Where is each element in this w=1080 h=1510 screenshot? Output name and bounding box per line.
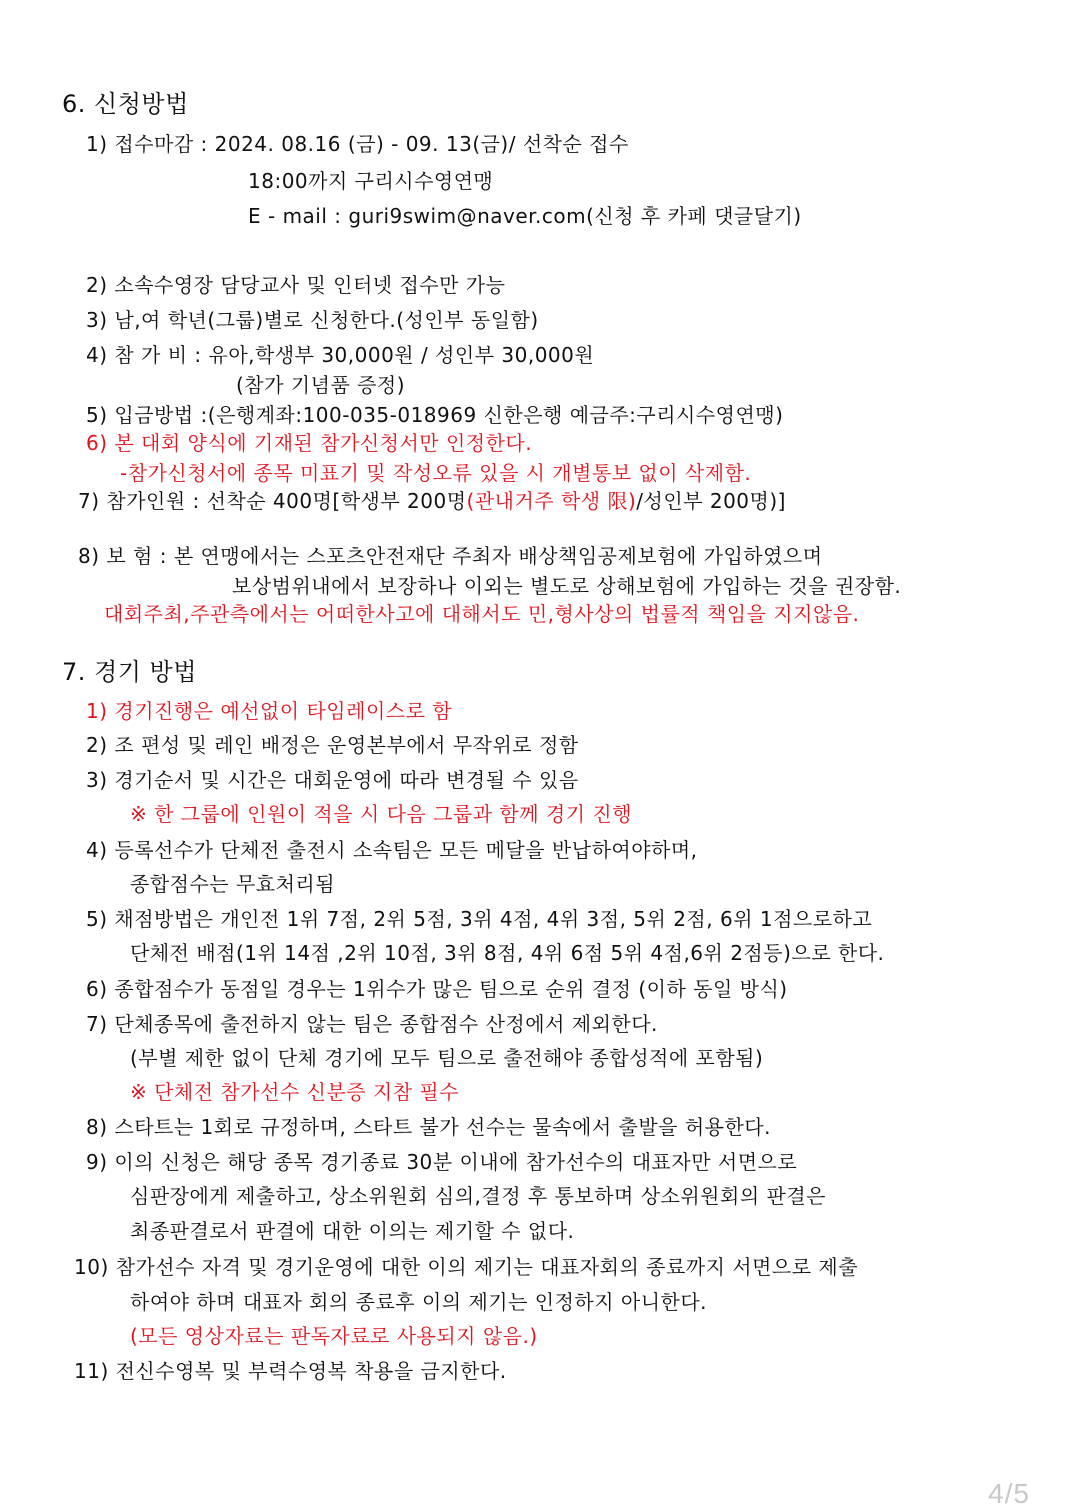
s7-item-10: 10) 참가선수 자격 및 경기운영에 대한 이의 제기는 대표자회의 종료까지 서면으로 제출 — [74, 1255, 859, 1279]
section-7-heading: 7. 경기 방법 — [62, 658, 197, 686]
s7-item-9-detail-2: 최종판결로서 판결에 대한 이의는 제기할 수 없다. — [130, 1219, 575, 1243]
s6-item-7-text: 7) 참가인원 : 선착순 400명[학생부 200명 — [78, 489, 467, 513]
s6-item-1: 1) 접수마감 : 2024. 08.16 (금) - 09. 13(금)/ 선착순 접수 — [86, 132, 629, 156]
s7-item-6: 6) 종합점수가 동점일 경우는 1위수가 많은 팀으로 순위 결정 (이하 동일 방식) — [86, 977, 788, 1001]
s6-item-6-note: -참가신청서에 종목 미표기 및 작성오류 있을 시 개별통보 없이 삭제함. — [120, 461, 752, 485]
s7-item-1: 1) 경기진행은 예선없이 타임레이스로 함 — [86, 699, 453, 723]
s7-item-5-detail: 단체전 배점(1위 14점 ,2위 10점, 3위 8점, 4위 6점 5위 4점,6위 2점등)으로 한다. — [130, 941, 885, 965]
s7-item-9-detail: 심판장에게 제출하고, 상소위원회 심의,결정 후 통보하며 상소위원회의 판결은 — [130, 1184, 826, 1208]
s6-item-8: 8) 보 험 : 본 연맹에서는 스포츠안전재단 주최자 배상책임공제보험에 가입하였으며 — [78, 544, 823, 568]
s7-item-7: 7) 단체종목에 출전하지 않는 팀은 종합점수 산정에서 제외한다. — [86, 1012, 658, 1036]
s6-item-7 — [78, 488, 786, 514]
s7-item-2: 2) 조 편성 및 레인 배정은 운영본부에서 무작위로 정함 — [86, 733, 579, 757]
s7-item-4-detail: 종합점수는 무효처리됨 — [130, 872, 336, 896]
s7-item-5: 5) 채점방법은 개인전 1위 7점, 2위 5점, 3위 4점, 4위 3점, 5위 2점, 6위 1점으로하고 — [86, 907, 873, 931]
s7-item-10-note: (모든 영상자료는 판독자료로 사용되지 않음.) — [130, 1324, 538, 1348]
s6-item-8-detail: 보상범위내에서 보장하나 이외는 별도로 상해보험에 가입하는 것을 권장함. — [232, 574, 902, 598]
s6-item-5: 5) 입금방법 :(은행계좌:100-035-018969 신한은행 예금주:구리시수영연맹) — [86, 403, 784, 427]
s7-item-10-detail: 하여야 하며 대표자 회의 종료후 이의 제기는 인정하지 아니한다. — [130, 1290, 708, 1314]
s7-item-8: 8) 스타트는 1회로 규정하며, 스타트 불가 선수는 물속에서 출발을 허용한다. — [86, 1115, 771, 1139]
s6-item-3: 3) 남,여 학년(그룹)별로 신청한다.(성인부 동일함) — [86, 308, 539, 332]
section-6-heading: 6. 신청방법 — [62, 90, 189, 118]
s7-item-9: 9) 이의 신청은 해당 종목 경기종료 30분 이내에 참가선수의 대표자만 서면으로 — [86, 1150, 798, 1174]
page-indicator: 4/5 — [988, 1478, 1030, 1509]
s6-item-6: 6) 본 대회 양식에 기재된 참가신청서만 인정한다. — [86, 431, 533, 455]
s7-item-4: 4) 등록선수가 단체전 출전시 소속팀은 모든 메달을 반납하여야하며, — [86, 838, 698, 862]
s7-item-11: 11) 전신수영복 및 부력수영복 착용을 금지한다. — [74, 1359, 507, 1383]
s6-item-7-emphasis: (관내거주 학생 限) — [466, 489, 637, 513]
s6-item-1-time: 18:00까지 구리시수영연맹 — [248, 169, 494, 193]
s6-item-1-email: E - mail : guri9swim@naver.com(신청 후 카페 댓글달기) — [248, 204, 802, 228]
s6-item-8-disclaimer: 대회주최,주관측에서는 어떠한사고에 대해서도 민,형사상의 법률적 책임을 지지않음. — [104, 602, 860, 626]
s6-item-2: 2) 소속수영장 담당교사 및 인터넷 접수만 가능 — [86, 273, 506, 297]
s7-item-7-detail: (부별 제한 없이 단체 경기에 모두 팀으로 출전해야 종합성적에 포함됨) — [130, 1046, 764, 1070]
s6-item-4-note: (참가 기념품 증정) — [236, 373, 406, 397]
s6-item-4: 4) 참 가 비 : 유아,학생부 30,000원 / 성인부 30,000원 — [86, 343, 595, 367]
s7-item-3-note: ※ 한 그룹에 인원이 적을 시 다음 그룹과 함께 경기 진행 — [130, 802, 633, 826]
s7-item-7-note: ※ 단체전 참가선수 신분증 지참 필수 — [130, 1080, 460, 1104]
s7-item-3: 3) 경기순서 및 시간은 대회운영에 따라 변경될 수 있음 — [86, 768, 579, 792]
s6-item-7-tail: /성인부 200명)] — [636, 489, 786, 513]
